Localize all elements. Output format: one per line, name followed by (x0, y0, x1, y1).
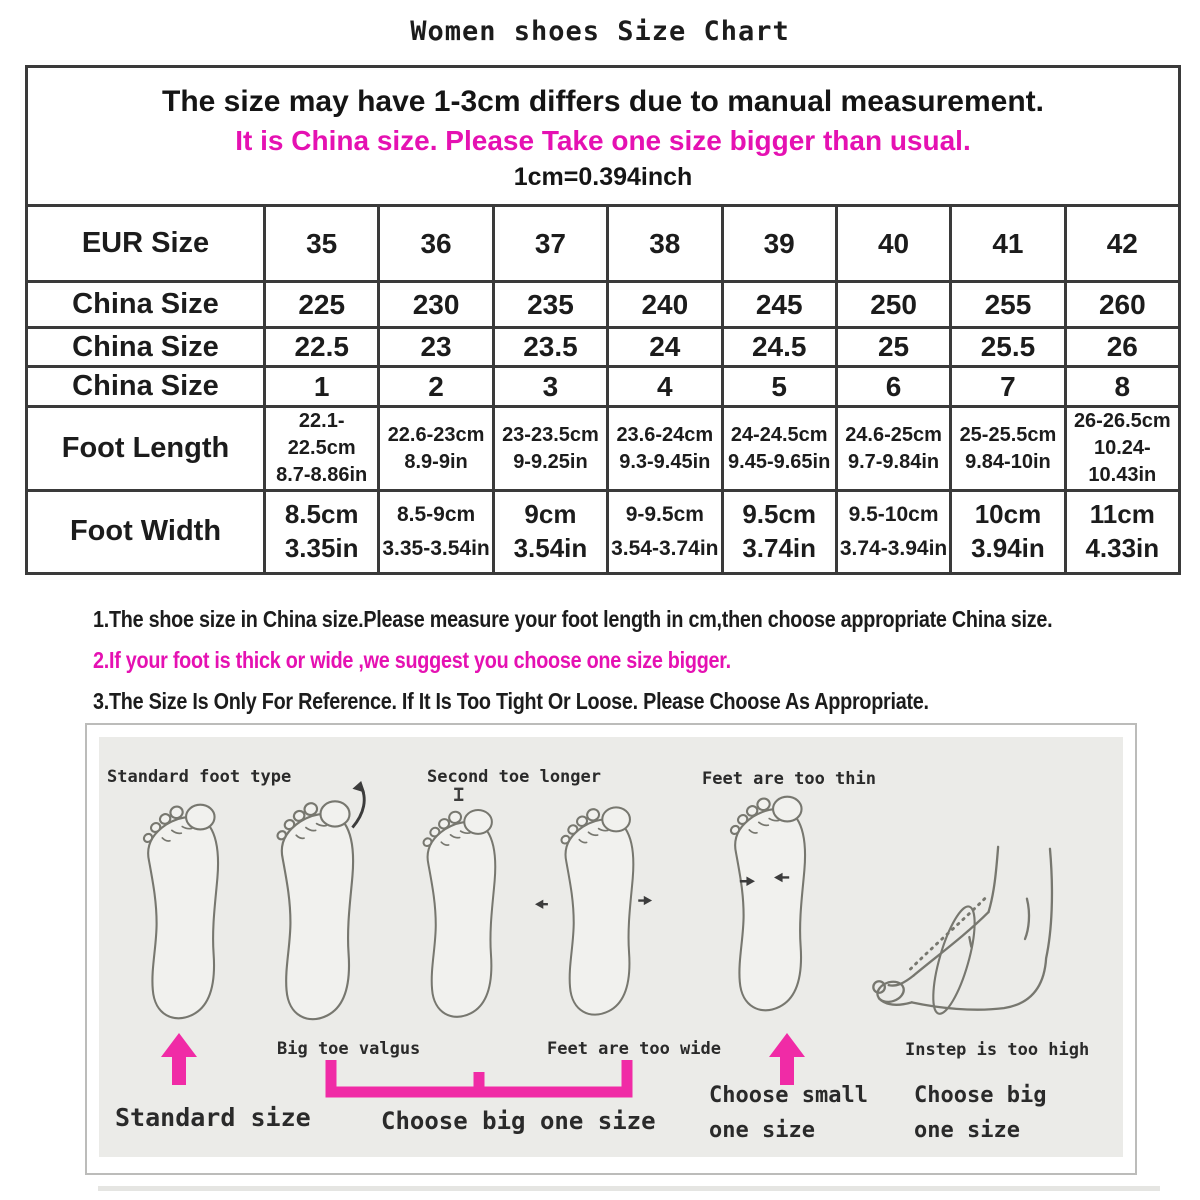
size-cell: 25 (836, 328, 950, 367)
cell-in: 3.54-3.74in (611, 537, 719, 560)
size-cell (1065, 407, 1179, 491)
size-cell: 235 (493, 282, 607, 328)
label-choose-small-one-size (709, 1078, 868, 1148)
cell-cm: 9.5-10cm (848, 503, 939, 527)
size-cell: 7 (951, 367, 1065, 407)
label-feet-too-thin: Feet are too thin (702, 769, 876, 789)
size-cell (608, 407, 722, 491)
cell-in: 8.7-8.86in (276, 464, 368, 486)
header-note-line2: It is China size. Please Take one size bigger than usual. (235, 124, 971, 156)
note-3: 3.The Size Is Only For Reference. If It Is Too Tight Or Loose. Please Choose As Appropriate. (93, 688, 929, 714)
cell-in: 3.74-3.94in (839, 537, 948, 560)
size-cell (722, 407, 836, 491)
row-label: China Size (27, 282, 265, 328)
bottom-divider (98, 1186, 1160, 1191)
size-cell: 26 (1065, 328, 1179, 367)
cell-in: 8.9-9in (404, 450, 468, 473)
choose-big-bracket-icon (325, 1060, 633, 1098)
cell-in: 9.3-9.45in (619, 450, 711, 473)
size-cell (951, 491, 1065, 574)
cell-in: 3.54in (513, 533, 588, 563)
choose-small-line2: one size (709, 1118, 815, 1143)
cell-cm: 25-25.5cm (959, 423, 1057, 446)
label-choose-big-one-size-stacked (914, 1078, 1046, 1148)
size-cell: 37 (493, 206, 607, 282)
row-label: China Size (27, 328, 265, 367)
size-table (25, 65, 1181, 575)
note-1: 1.The shoe size in China size.Please measure your foot length in cm,then choose appropriate China size. (93, 606, 1053, 632)
header-note-line3: 1cm=0.394inch (513, 162, 693, 191)
size-cell: 4 (608, 367, 722, 407)
cell-cm: 9.5cm (742, 499, 817, 530)
instep-side-foot-drawing (857, 843, 1097, 1035)
cell-cm: 26-26.5cm (1073, 410, 1171, 432)
size-cell: 3 (493, 367, 607, 407)
cell-cm: 11cm (1089, 499, 1155, 530)
table-header-cell (27, 67, 1180, 206)
cell-in: 3.94in (971, 533, 1045, 563)
cell-in: 3.35-3.54in (382, 537, 490, 560)
size-cell: 24 (608, 328, 722, 367)
notes-section (93, 606, 1198, 729)
size-cell: 225 (265, 282, 379, 328)
size-cell: 22.5 (265, 328, 379, 367)
size-cell (493, 407, 607, 491)
row-label: Foot Width (27, 491, 265, 574)
size-cell: 24.5 (722, 328, 836, 367)
size-cell: 250 (836, 282, 950, 328)
size-cell: 41 (951, 206, 1065, 282)
label-standard-foot-type: Standard foot type (107, 767, 292, 787)
table-row-china-mm (27, 282, 1180, 328)
size-cell: 8 (1065, 367, 1179, 407)
size-cell (1065, 491, 1179, 574)
table-row-china-num (27, 367, 1180, 407)
size-cell (265, 491, 379, 574)
size-cell: 255 (951, 282, 1065, 328)
footprint-second-toe-longer-drawing (410, 785, 502, 1030)
cell-cm: 22.1-22.5cm (287, 410, 356, 459)
cell-cm: 9-9.5cm (625, 503, 704, 527)
cell-in: 4.33in (1085, 533, 1160, 563)
label-second-toe-longer: Second toe longer (427, 767, 601, 787)
foot-diagram-panel (85, 723, 1137, 1175)
row-label: China Size (27, 367, 265, 407)
label-choose-big-one-size: Choose big one size (381, 1107, 656, 1135)
label-feet-too-wide: Feet are too wide (547, 1039, 721, 1059)
table-row-eur-size (27, 206, 1180, 282)
label-instep-too-high: Instep is too high (905, 1040, 1090, 1060)
page-title: Women shoes Size Chart (410, 16, 790, 47)
size-cell: 260 (1065, 282, 1179, 328)
table-row-foot-length (27, 407, 1180, 491)
cell-in: 9-9.25in (513, 450, 588, 473)
cell-in: 9.7-9.84in (847, 450, 940, 473)
note-2: 2.If your foot is thick or wide ,we suggest you choose one size bigger. (93, 647, 731, 673)
size-cell (379, 407, 493, 491)
cell-cm: 24-24.5cm (730, 423, 828, 446)
size-cell (722, 491, 836, 574)
size-cell (493, 491, 607, 574)
size-cell: 39 (722, 206, 836, 282)
choose-big-line1: Choose big (914, 1083, 1047, 1108)
cell-cm: 24.6-25cm (845, 423, 942, 446)
cell-in: 10.24-10.43in (1088, 437, 1157, 486)
cell-cm: 9cm (524, 499, 577, 530)
size-cell: 40 (836, 206, 950, 282)
table-header-row (27, 67, 1180, 206)
header-note-line1: The size may have 1-3cm differs due to manual measurement. (162, 84, 1044, 118)
size-cell: 25.5 (951, 328, 1065, 367)
table-row-china-cm (27, 328, 1180, 367)
size-cell (836, 491, 950, 574)
footprint-too-wide-drawing (535, 795, 653, 1030)
size-cell: 2 (379, 367, 493, 407)
cell-cm: 23.6-24cm (616, 423, 714, 446)
standard-size-arrow-icon (161, 1033, 197, 1085)
size-cell: 23 (379, 328, 493, 367)
size-cell (265, 407, 379, 491)
size-cell: 42 (1065, 206, 1179, 282)
size-cell: 38 (608, 206, 722, 282)
footprint-standard-drawing (130, 794, 225, 1032)
foot-diagram-background (99, 737, 1123, 1157)
size-cell: 245 (722, 282, 836, 328)
size-cell: 36 (379, 206, 493, 282)
footprint-too-thin-drawing (717, 781, 812, 1029)
size-cell: 240 (608, 282, 722, 328)
size-cell: 5 (722, 367, 836, 407)
cell-cm: 23-23.5cm (502, 423, 599, 446)
cell-cm: 22.6-23cm (387, 423, 485, 446)
size-cell: 35 (265, 206, 379, 282)
choose-small-line1: Choose small (709, 1083, 868, 1108)
table-row-foot-width (27, 491, 1180, 574)
cell-cm: 10cm (974, 499, 1042, 530)
cell-cm: 8.5-9cm (396, 503, 476, 527)
size-cell (836, 407, 950, 491)
choose-big-line2: one size (914, 1118, 1020, 1143)
cell-in: 3.74in (742, 533, 817, 563)
label-big-toe-valgus: Big toe valgus (277, 1039, 421, 1059)
row-label: Foot Length (27, 407, 265, 491)
size-cell (379, 491, 493, 574)
row-label: EUR Size (27, 206, 265, 282)
size-cell: 6 (836, 367, 950, 407)
cell-in: 9.45-9.65in (728, 450, 831, 473)
footprint-big-toe-valgus-drawing (262, 781, 377, 1031)
label-standard-size: Standard size (115, 1103, 311, 1132)
size-cell (608, 491, 722, 574)
cell-cm: 8.5cm (284, 499, 359, 530)
cell-in: 3.35in (284, 533, 359, 563)
size-cell: 1 (265, 367, 379, 407)
cell-in: 9.84-10in (965, 450, 1051, 473)
size-cell: 23.5 (493, 328, 607, 367)
size-cell: 230 (379, 282, 493, 328)
size-cell (951, 407, 1065, 491)
